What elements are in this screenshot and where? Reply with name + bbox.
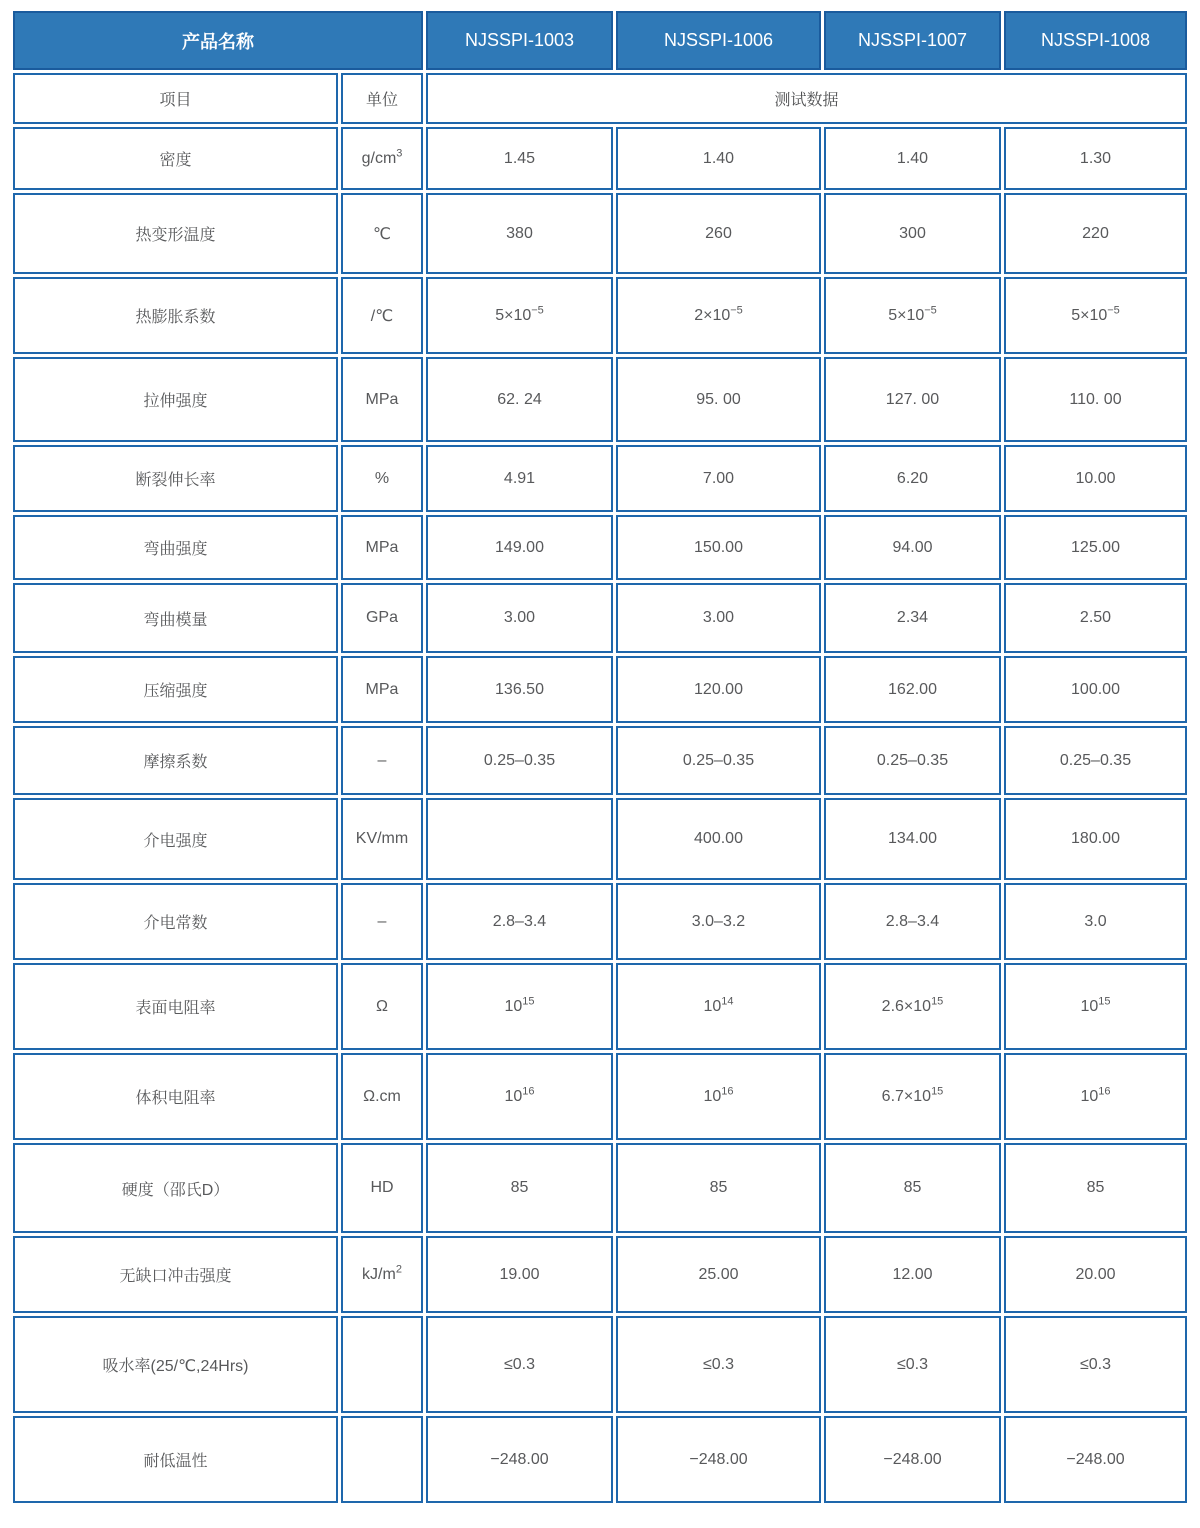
table-row [13, 1416, 1187, 1503]
value-cell-NJSSPI-1008: 220 [1004, 193, 1187, 274]
value-cell-NJSSPI-1003: 1.45 [426, 127, 613, 190]
product-column-header-1003: NJSSPI-1003 [426, 11, 613, 70]
item-label: 无缺口冲击强度 [13, 1236, 338, 1313]
product-header-row [13, 11, 1187, 70]
value-cell-NJSSPI-1006: 120.00 [616, 656, 821, 723]
subheader-row [13, 73, 1187, 124]
value-cell-NJSSPI-1006: 400.00 [616, 798, 821, 880]
unit-cell: Ω [341, 963, 423, 1050]
value-cell-NJSSPI-1007: 2.34 [824, 583, 1001, 653]
value-cell-NJSSPI-1008: 85 [1004, 1143, 1187, 1233]
value-cell-NJSSPI-1008: 110. 00 [1004, 357, 1187, 442]
table-row [13, 277, 1187, 354]
table-row [13, 1053, 1187, 1140]
unit-cell: ℃ [341, 193, 423, 274]
value-cell-NJSSPI-1006: 7.00 [616, 445, 821, 512]
unit-cell [341, 1416, 423, 1503]
value-cell-NJSSPI-1006: 260 [616, 193, 821, 274]
item-label: 拉伸强度 [13, 357, 338, 442]
table-row [13, 127, 1187, 190]
value-cell-NJSSPI-1007: ≤0.3 [824, 1316, 1001, 1413]
unit-cell: $g/cm^3$ [341, 127, 423, 190]
value-cell-NJSSPI-1007: 2.8–3.4 [824, 883, 1001, 960]
item-label: 热变形温度 [13, 193, 338, 274]
unit-cell: GPa [341, 583, 423, 653]
item-label: 耐低温性 [13, 1416, 338, 1503]
value-cell-NJSSPI-1003: $10^{16}$ [426, 1053, 613, 1140]
value-cell-NJSSPI-1006: 1.40 [616, 127, 821, 190]
item-label: 摩擦系数 [13, 726, 338, 795]
unit-cell: MPa [341, 656, 423, 723]
unit-cell: KV/mm [341, 798, 423, 880]
item-label: 介电强度 [13, 798, 338, 880]
value-cell-NJSSPI-1007: 0.25–0.35 [824, 726, 1001, 795]
value-cell-NJSSPI-1003: 85 [426, 1143, 613, 1233]
value-cell-NJSSPI-1008: 20.00 [1004, 1236, 1187, 1313]
item-label: 断裂伸长率 [13, 445, 338, 512]
table-row [13, 583, 1187, 653]
value-cell-NJSSPI-1006: $10^{14}$ [616, 963, 821, 1050]
item-label: 压缩强度 [13, 656, 338, 723]
unit-cell: Ω.cm [341, 1053, 423, 1140]
unit-cell: – [341, 726, 423, 795]
value-cell-NJSSPI-1008: 125.00 [1004, 515, 1187, 580]
value-cell-NJSSPI-1003: 149.00 [426, 515, 613, 580]
value-cell-NJSSPI-1007: 127. 00 [824, 357, 1001, 442]
value-cell-NJSSPI-1008: 0.25–0.35 [1004, 726, 1187, 795]
value-cell-NJSSPI-1008: 3.0 [1004, 883, 1187, 960]
value-cell-NJSSPI-1008: 100.00 [1004, 656, 1187, 723]
value-cell-NJSSPI-1003: 19.00 [426, 1236, 613, 1313]
value-cell-NJSSPI-1006: 150.00 [616, 515, 821, 580]
unit-cell [341, 1316, 423, 1413]
value-cell-NJSSPI-1003: 380 [426, 193, 613, 274]
product-spec-table [10, 8, 1190, 1506]
value-cell-NJSSPI-1003: 4.91 [426, 445, 613, 512]
table-row [13, 656, 1187, 723]
value-cell-NJSSPI-1003: $5\times 10^{-5}$ [426, 277, 613, 354]
value-cell-NJSSPI-1003: 0.25–0.35 [426, 726, 613, 795]
table-row [13, 1143, 1187, 1233]
unit-column-header: 单位 [341, 73, 423, 124]
value-cell-NJSSPI-1007: $5\times 10^{-5}$ [824, 277, 1001, 354]
value-cell-NJSSPI-1007: 134.00 [824, 798, 1001, 880]
table-row [13, 445, 1187, 512]
value-cell-NJSSPI-1008: $10^{16}$ [1004, 1053, 1187, 1140]
value-cell-NJSSPI-1006: 85 [616, 1143, 821, 1233]
table-row [13, 515, 1187, 580]
value-cell-NJSSPI-1008: −248.00 [1004, 1416, 1187, 1503]
value-cell-NJSSPI-1007: 94.00 [824, 515, 1001, 580]
value-cell-NJSSPI-1007: $2.6\times 10^{15}$ [824, 963, 1001, 1050]
product-column-header-1007: NJSSPI-1007 [824, 11, 1001, 70]
value-cell-NJSSPI-1008: 1.30 [1004, 127, 1187, 190]
value-cell-NJSSPI-1003: −248.00 [426, 1416, 613, 1503]
value-cell-NJSSPI-1007: 6.20 [824, 445, 1001, 512]
value-cell-NJSSPI-1006: 25.00 [616, 1236, 821, 1313]
value-cell-NJSSPI-1008: ≤0.3 [1004, 1316, 1187, 1413]
item-label: 吸水率(25/℃,24Hrs) [13, 1316, 338, 1413]
table-row [13, 1316, 1187, 1413]
item-label: 硬度（邵氏D） [13, 1143, 338, 1233]
product-column-header-1006: NJSSPI-1006 [616, 11, 821, 70]
item-column-header: 项目 [13, 73, 338, 124]
unit-cell: /℃ [341, 277, 423, 354]
table-row [13, 357, 1187, 442]
value-cell-NJSSPI-1006: −248.00 [616, 1416, 821, 1503]
unit-cell: – [341, 883, 423, 960]
item-label: 弯曲模量 [13, 583, 338, 653]
value-cell-NJSSPI-1008: 180.00 [1004, 798, 1187, 880]
value-cell-NJSSPI-1007: 1.40 [824, 127, 1001, 190]
unit-cell: % [341, 445, 423, 512]
value-cell-NJSSPI-1007: 85 [824, 1143, 1001, 1233]
value-cell-NJSSPI-1003: 3.00 [426, 583, 613, 653]
item-label: 介电常数 [13, 883, 338, 960]
value-cell-NJSSPI-1008: $5\times 10^{-5}$ [1004, 277, 1187, 354]
table-row [13, 883, 1187, 960]
table-row [13, 1236, 1187, 1313]
value-cell-NJSSPI-1008: $10^{15}$ [1004, 963, 1187, 1050]
unit-cell: MPa [341, 357, 423, 442]
table-row [13, 726, 1187, 795]
value-cell-NJSSPI-1006: ≤0.3 [616, 1316, 821, 1413]
value-cell-NJSSPI-1003: 136.50 [426, 656, 613, 723]
table-row [13, 193, 1187, 274]
spec-table-container [10, 8, 1190, 1506]
unit-cell: $kJ/m^2$ [341, 1236, 423, 1313]
value-cell-NJSSPI-1007: −248.00 [824, 1416, 1001, 1503]
value-cell-NJSSPI-1008: 10.00 [1004, 445, 1187, 512]
value-cell-NJSSPI-1003: 62. 24 [426, 357, 613, 442]
table-row [13, 963, 1187, 1050]
product-name-header: 产品名称 [13, 11, 423, 70]
value-cell-NJSSPI-1003: ≤0.3 [426, 1316, 613, 1413]
item-label: 表面电阻率 [13, 963, 338, 1050]
table-row [13, 798, 1187, 880]
value-cell-NJSSPI-1007: 12.00 [824, 1236, 1001, 1313]
product-column-header-1008: NJSSPI-1008 [1004, 11, 1187, 70]
test-data-header: 测试数据 [426, 73, 1187, 124]
value-cell-NJSSPI-1006: 3.00 [616, 583, 821, 653]
value-cell-NJSSPI-1006: 0.25–0.35 [616, 726, 821, 795]
value-cell-NJSSPI-1003: $10^{15}$ [426, 963, 613, 1050]
item-label: 密度 [13, 127, 338, 190]
value-cell-NJSSPI-1006: 3.0–3.2 [616, 883, 821, 960]
item-label: 弯曲强度 [13, 515, 338, 580]
value-cell-NJSSPI-1007: 300 [824, 193, 1001, 274]
item-label: 热膨胀系数 [13, 277, 338, 354]
value-cell-NJSSPI-1003 [426, 798, 613, 880]
value-cell-NJSSPI-1003: 2.8–3.4 [426, 883, 613, 960]
unit-cell: MPa [341, 515, 423, 580]
value-cell-NJSSPI-1006: 95. 00 [616, 357, 821, 442]
value-cell-NJSSPI-1006: $10^{16}$ [616, 1053, 821, 1140]
value-cell-NJSSPI-1006: $2\times 10^{-5}$ [616, 277, 821, 354]
unit-cell: HD [341, 1143, 423, 1233]
value-cell-NJSSPI-1007: $6.7\times 10^{15}$ [824, 1053, 1001, 1140]
value-cell-NJSSPI-1007: 162.00 [824, 656, 1001, 723]
item-label: 体积电阻率 [13, 1053, 338, 1140]
value-cell-NJSSPI-1008: 2.50 [1004, 583, 1187, 653]
